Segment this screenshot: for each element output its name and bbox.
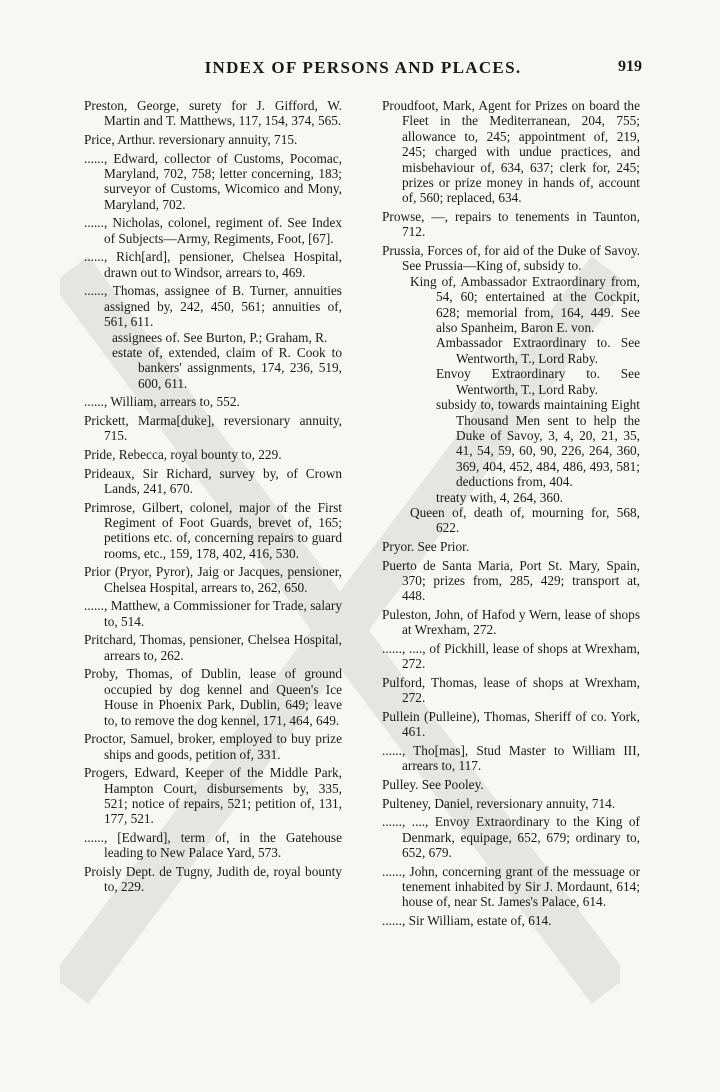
index-entry: ......, Nicholas, colonel, regiment of. See Index of Subjects—Army, Regiments, Foot, [67]. (84, 215, 342, 246)
index-entry: ......, ...., Envoy Extraordinary to the King of Denmark, equipage, 652, 679; ordinary to, 652, 679. (382, 814, 640, 860)
index-subentry: estate of, extended, claim of R. Cook to bankers' assignments, 174, 236, 519, 600, 611. (112, 345, 342, 391)
index-entry: ......, Tho[mas], Stud Master to William III, arrears to, 117. (382, 742, 640, 774)
index-entry: Pride, Rebecca, royal bounty to, 229. (84, 447, 282, 463)
index-entry: ......, Sir William, estate of, 614. (382, 912, 552, 928)
index-entry: ......, ...., of Pickhill, lease of shops at Wrexham, 272. (382, 640, 640, 672)
index-entry: Proisly Dept. de Tugny, Judith de, royal bounty to, 229. (84, 864, 342, 895)
index-entry: ......, Edward, collector of Customs, Pocomac, Maryland, 702, 758; letter concerning, 183; surveyor of Customs, Wicomico and Mony, Maryland, 702. (84, 150, 342, 212)
index-entry: Primrose, Gilbert, colonel, major of the First Regiment of Foot Guards, brevet of, 165; petitions etc. of, concerning repairs to guard rooms, etc., 159, 178, 402, 416, 530. (84, 499, 342, 561)
index-entry: ......, Thomas, assignee of B. Turner, annuities assigned by, 242, 450, 561; annuities of, 561, 611. (84, 283, 342, 330)
index-entry: Proudfoot, Mark, Agent for Prizes on board the Fleet in the Mediterranean, 204, 755; allowance to, 245; appointment of, 219, 245; charged with undue practices, and misbehaviour of, 634, 637; clerk for, 245; prizes or prize money in hands of, account of, 560; replaced, 634. (382, 98, 640, 206)
index-entry: ......, Matthew, a Commissioner for Trade, salary to, 514. (84, 598, 342, 629)
index-entry: Pulteney, Daniel, reversionary annuity, 714. (382, 795, 616, 811)
index-entry: ......, William, arrears to, 552. (84, 394, 240, 410)
index-subentry: King of, Ambassador Extraordinary from, 54, 60; entertained at the Cockpit, 628; memorial from, 164, 449. See also Spanheim, Baron E. von. (410, 273, 640, 336)
index-entry: ......, [Edward], term of, in the Gatehouse leading to New Palace Yard, 573. (84, 830, 342, 861)
index-subentry: treaty with, 4, 264, 360. (436, 489, 564, 505)
index-entry: ......, Rich[ard], pensioner, Chelsea Hospital, drawn out to Windsor, arrears to, 469. (84, 249, 342, 280)
index-entry: Price, Arthur. reversionary annuity, 715. (84, 132, 298, 147)
index-entry: Proctor, Samuel, broker, employed to buy prize ships and goods, petition of, 331. (84, 731, 342, 762)
index-entry: Prickett, Marma[duke], reversionary annuity, 715. (84, 413, 342, 444)
index-entry: Pulley. See Pooley. (382, 776, 484, 792)
index-subentry: Queen of, death of, mourning for, 568, 622. (410, 504, 640, 536)
index-entry: Prior (Pryor, Pyror), Jaig or Jacques, pensioner, Chelsea Hospital, arrears to, 262, 650. (84, 564, 342, 595)
running-title: INDEX OF PERSONS AND PLACES. (204, 58, 522, 77)
index-column-left (84, 98, 342, 898)
index-entry: Pryor. See Prior. (382, 538, 470, 554)
index-entry: Prowse, —, repairs to tenements in Taunton, 712. (382, 209, 640, 240)
index-subentry: subsidy to, towards maintaining Eight Thousand Men sent to help the Duke of Savoy, 3, 4, 20, 21, 35, 41, 54, 59, 60, 90, 226, 264, 360, 369, 404, 452, 484, 486, 493, 581; deductions from, 404. (436, 397, 640, 490)
index-subentry: Envoy Extraordinary to. See Wentworth, T., Lord Raby. (436, 366, 640, 397)
index-entry: Pullein (Pulleine), Thomas, Sheriff of co. York, 461. (382, 708, 640, 740)
index-column-right (382, 98, 640, 932)
index-entry: Prussia, Forces of, for aid of the Duke of Savoy. See Prussia—King of, subsidy to. (382, 243, 640, 274)
index-entry: Puerto de Santa Maria, Port St. Mary, Spain, 370; prizes from, 285, 429; transport at, 448. (382, 557, 640, 604)
index-subentry: Ambassador Extraordinary to. See Wentworth, T., Lord Raby. (436, 335, 640, 366)
index-entry: Prideaux, Sir Richard, survey by, of Crown Lands, 241, 670. (84, 465, 342, 497)
index-entry: Preston, George, surety for J. Gifford, W. Martin and T. Matthews, 117, 154, 374, 565. (84, 98, 342, 129)
index-entry: Pritchard, Thomas, pensioner, Chelsea Hospital, arrears to, 262. (84, 632, 342, 663)
index-entry: Proby, Thomas, of Dublin, lease of ground occupied by dog kennel and Queen's Ice House in Phoenix Park, Dublin, 649; leave to, to remove the dog kennel, 171, 464, 649. (84, 666, 342, 728)
page-number: 919 (618, 58, 642, 75)
page-header (84, 58, 642, 82)
index-entry: ......, John, concerning grant of the messuage or tenement inhabited by Sir J. Mordaunt, 614; house of, near St. James's Palace, 614. (382, 863, 640, 910)
index-subentry: assignees of. See Burton, P.; Graham, R. (112, 329, 328, 345)
index-entry: Pulford, Thomas, lease of shops at Wrexham, 272. (382, 674, 640, 706)
index-entry: Puleston, John, of Hafod y Wern, lease of shops at Wrexham, 272. (382, 606, 640, 638)
index-entry: Progers, Edward, Keeper of the Middle Park, Hampton Court, disbursements by, 335, 521; notice of repairs, 521; petition of, 131, 177, 521. (84, 765, 342, 827)
